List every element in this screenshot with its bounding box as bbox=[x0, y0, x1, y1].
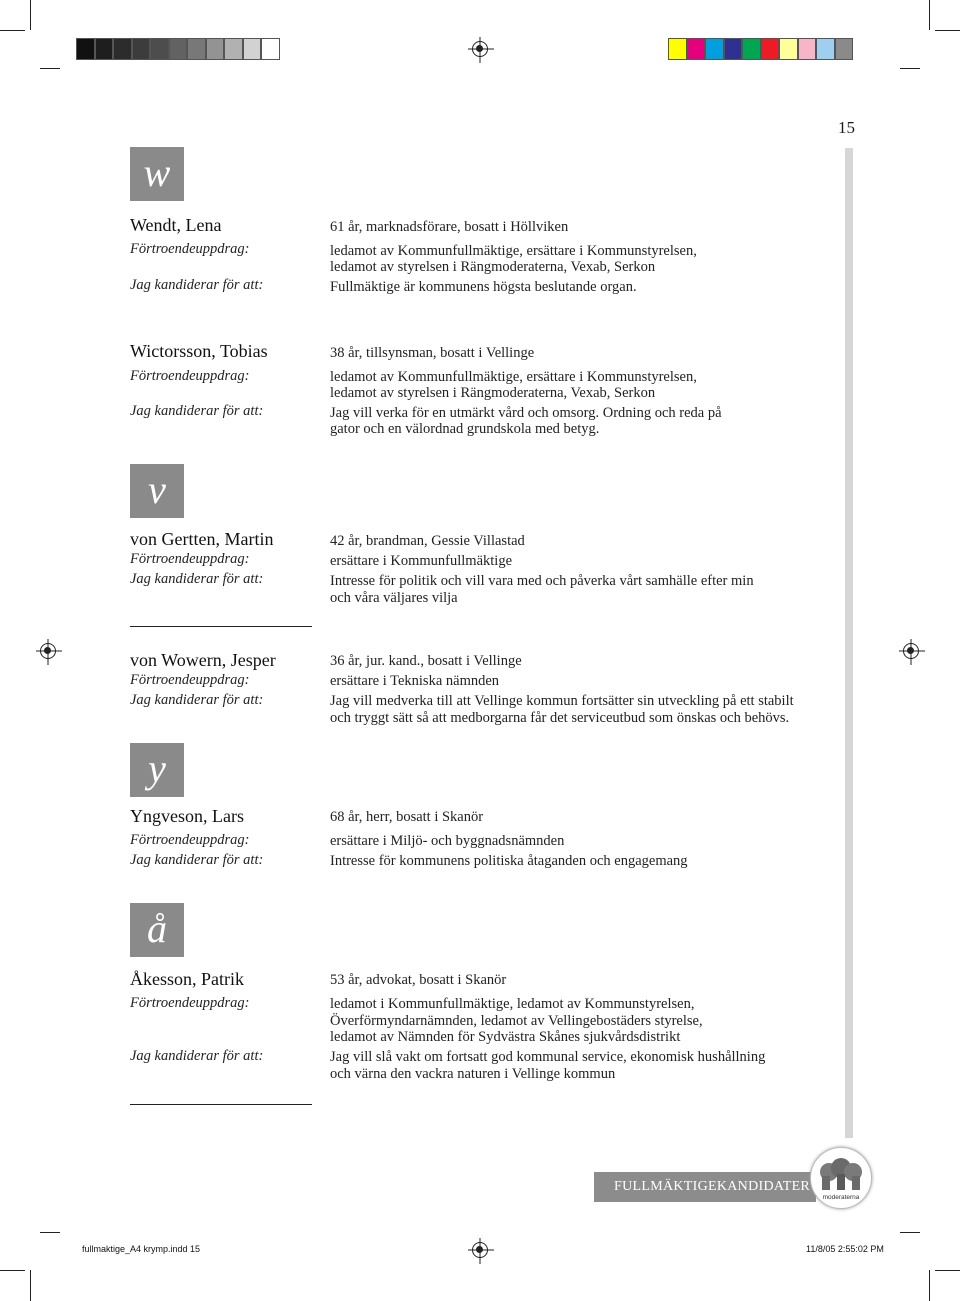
slug-file: fullmaktige_A4 krymp.indd 15 bbox=[82, 1244, 201, 1254]
crop-mark bbox=[900, 68, 920, 69]
appointments-label: Förtroendeuppdrag: bbox=[130, 241, 250, 257]
process-color-swatch bbox=[779, 38, 798, 60]
process-color-swatch bbox=[835, 38, 854, 60]
process-color-bar bbox=[668, 38, 853, 60]
section-divider bbox=[130, 1104, 312, 1105]
footer-banner: FULLMÄKTIGEKANDIDATER bbox=[594, 1172, 816, 1202]
candidacy-label: Jag kandiderar för att: bbox=[130, 852, 264, 868]
appointments-line: ledamot av styrelsen i Rängmoderaterna, Vexab, Serkon bbox=[330, 385, 656, 401]
crop-mark bbox=[40, 1232, 60, 1233]
grayscale-color-bar bbox=[76, 38, 280, 60]
candidacy-line: Intresse för politik och vill vara med och påverka vårt samhälle efter min bbox=[330, 573, 754, 589]
appointments-label: Förtroendeuppdrag: bbox=[130, 551, 250, 567]
gray-swatch bbox=[261, 38, 280, 60]
appointments-label: Förtroendeuppdrag: bbox=[130, 995, 250, 1011]
registration-mark-icon bbox=[40, 643, 56, 659]
registration-mark-icon bbox=[903, 643, 919, 659]
appointments-line: ledamot av styrelsen i Rängmoderaterna, Vexab, Serkon bbox=[330, 259, 656, 275]
process-color-swatch bbox=[705, 38, 724, 60]
appointments-line: ledamot i Kommunfullmäktige, ledamot av Kommunstyrelsen, bbox=[330, 996, 695, 1012]
section-letter-w: w bbox=[130, 147, 184, 201]
crop-mark bbox=[935, 1270, 960, 1271]
process-color-swatch bbox=[798, 38, 817, 60]
candidate-name: Wictorsson, Tobias bbox=[130, 341, 268, 361]
candidacy-line: Jag vill slå vakt om fortsatt god kommunal service, ekonomisk hushållning bbox=[330, 1049, 766, 1065]
candidacy-label: Jag kandiderar för att: bbox=[130, 1048, 264, 1064]
candidacy-line: Jag vill verka för en utmärkt vård och omsorg. Ordning och reda på bbox=[330, 405, 722, 421]
appointments-line: ledamot av Kommunfullmäktige, ersättare i Kommunstyrelsen, bbox=[330, 243, 697, 259]
candidacy-line: Intresse för kommunens politiska åtaganden och engagemang bbox=[330, 853, 688, 869]
appointments-label: Förtroendeuppdrag: bbox=[130, 672, 250, 688]
gray-swatch bbox=[132, 38, 151, 60]
candidate-name: von Wowern, Jesper bbox=[130, 650, 276, 670]
appointments-line: ledamot av Nämnden för Sydvästra Skånes sjukvårdsdistrikt bbox=[330, 1029, 681, 1045]
candidate-info: 68 år, herr, bosatt i Skanör bbox=[330, 809, 484, 825]
appointments-line: ledamot av Kommunfullmäktige, ersättare i Kommunstyrelsen, bbox=[330, 369, 697, 385]
crop-mark bbox=[0, 1270, 25, 1271]
gray-swatch bbox=[113, 38, 132, 60]
crop-mark bbox=[30, 1270, 31, 1301]
registration-mark-icon bbox=[472, 1242, 488, 1258]
crop-mark bbox=[30, 0, 31, 30]
candidacy-line: Fullmäktige är kommunens högsta beslutande organ. bbox=[330, 279, 637, 295]
appointments-line: Överförmyndarnämnden, ledamot av Vellingebostäders styrelse, bbox=[330, 1013, 703, 1029]
appointments-label: Förtroendeuppdrag: bbox=[130, 832, 250, 848]
gray-swatch bbox=[206, 38, 225, 60]
appointments-line: ersättare i Miljö- och byggnadsnämnden bbox=[330, 833, 565, 849]
logo-text: moderaterna bbox=[822, 1194, 860, 1201]
gray-swatch bbox=[224, 38, 243, 60]
side-rule bbox=[845, 148, 853, 1138]
gray-swatch bbox=[169, 38, 188, 60]
candidacy-line: och värna den vackra naturen i Vellinge kommun bbox=[330, 1066, 616, 1082]
candidate-name: von Gertten, Martin bbox=[130, 529, 274, 549]
process-color-swatch bbox=[687, 38, 706, 60]
candidacy-line: och våra väljares vilja bbox=[330, 590, 458, 606]
process-color-swatch bbox=[742, 38, 761, 60]
section-letter-y: y bbox=[130, 743, 184, 797]
candidacy-line: och tryggt sätt så att medborgarna får det serviceutbud som önskas och behövs. bbox=[330, 710, 790, 726]
gray-swatch bbox=[95, 38, 114, 60]
crop-mark bbox=[929, 1270, 930, 1301]
candidate-info: 53 år, advokat, bosatt i Skanör bbox=[330, 972, 507, 988]
crop-mark bbox=[929, 0, 930, 30]
process-color-swatch bbox=[668, 38, 687, 60]
crop-mark bbox=[900, 1232, 920, 1233]
process-color-swatch bbox=[816, 38, 835, 60]
appointments-line: ersättare i Tekniska nämnden bbox=[330, 673, 500, 689]
appointments-line: ersättare i Kommunfullmäktige bbox=[330, 553, 513, 569]
candidacy-label: Jag kandiderar för att: bbox=[130, 277, 264, 293]
gray-swatch bbox=[150, 38, 169, 60]
candidate-info: 42 år, brandman, Gessie Villastad bbox=[330, 533, 525, 549]
candidate-name: Yngveson, Lars bbox=[130, 806, 244, 826]
candidate-name: Wendt, Lena bbox=[130, 215, 222, 235]
candidacy-label: Jag kandiderar för att: bbox=[130, 692, 264, 708]
registration-mark-icon bbox=[472, 41, 488, 57]
gray-swatch bbox=[76, 38, 95, 60]
gray-swatch bbox=[187, 38, 206, 60]
crop-mark bbox=[40, 68, 60, 69]
crop-mark bbox=[935, 30, 960, 31]
section-letter-a-ring: å bbox=[130, 903, 184, 957]
moderaterna-logo-icon bbox=[811, 1148, 871, 1208]
process-color-swatch bbox=[761, 38, 780, 60]
appointments-label: Förtroendeuppdrag: bbox=[130, 368, 250, 384]
section-letter-v: v bbox=[130, 464, 184, 518]
candidate-info: 36 år, jur. kand., bosatt i Vellinge bbox=[330, 653, 522, 669]
slug-date: 11/8/05 2:55:02 PM bbox=[806, 1244, 884, 1254]
candidacy-label: Jag kandiderar för att: bbox=[130, 403, 264, 419]
candidate-name: Åkesson, Patrik bbox=[130, 969, 244, 989]
candidacy-line: gator och en välordnad grundskola med betyg. bbox=[330, 421, 600, 437]
candidacy-line: Jag vill medverka till att Vellinge kommun fortsätter sin utveckling på ett stabilt bbox=[330, 693, 794, 709]
process-color-swatch bbox=[724, 38, 743, 60]
section-divider bbox=[130, 626, 312, 627]
gray-swatch bbox=[243, 38, 262, 60]
crop-mark bbox=[0, 30, 25, 31]
candidate-info: 38 år, tillsynsman, bosatt i Vellinge bbox=[330, 345, 535, 361]
moderaterna-logo bbox=[810, 1147, 872, 1209]
page-number: 15 bbox=[838, 118, 855, 137]
candidacy-label: Jag kandiderar för att: bbox=[130, 571, 264, 587]
candidate-info: 61 år, marknadsförare, bosatt i Höllviken bbox=[330, 219, 569, 235]
